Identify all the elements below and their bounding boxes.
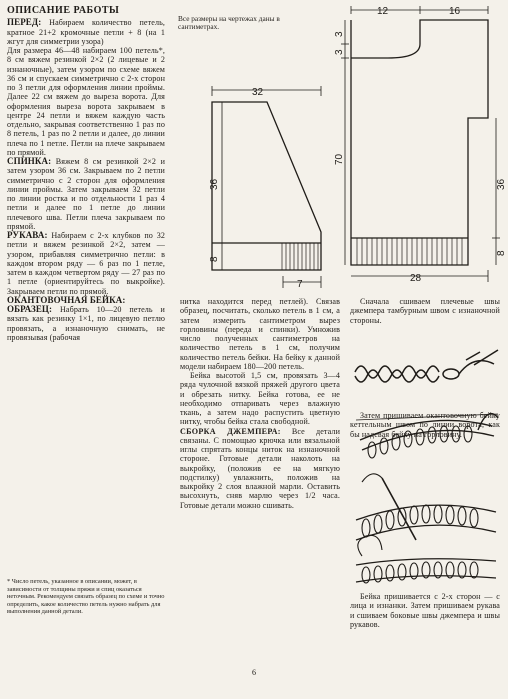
front-heading: ПЕРЕД: bbox=[7, 17, 42, 28]
dim-body-height: 36 bbox=[209, 178, 220, 190]
dim-top-width: 32 bbox=[252, 87, 264, 98]
dim-right-rib-height: 8 bbox=[496, 250, 507, 256]
left-pattern-piece bbox=[212, 86, 321, 288]
dim-bottom-rest: 7 bbox=[297, 279, 303, 290]
band-text: Набрать 10—20 петель и вязать как резинку 1×1, по лицевую петлю провязать, а изнаночную снимать, не провязывая (рабочая bbox=[7, 305, 165, 342]
chain-stitch-illustration bbox=[355, 350, 498, 382]
sizes-note: Все размеры на чертежах даны в сантиметрах. bbox=[178, 14, 280, 31]
front-text-2: Для размера 46—48 набираем 100 петель*, 8 см вяжем резинкой 2×2 (2 лицевые и 2 изнаночные), затем узором по схеме вяжем 36 см и спускаем симметрично с 2-х сторон по 3 петли для оформления линии проймы. Далее 22 см вяжем до выреза ворота. Для оформления выреза ворота закрываем в центре 24 петли и вяжем каждую часть отдельно, закрывая соответственно 1 раз по 8 петель, 1 раз по 2 петли и далее, до линии плеча по 1 петле. Петли на плече закрываем по прямой. bbox=[7, 46, 165, 157]
step-2-text: Затем пришиваем окантовочную бейку кеттельным швом по линии ворота, как бы надевая бейку на горловину. bbox=[350, 411, 500, 439]
page-number: 6 bbox=[252, 668, 256, 677]
dim-neck-depth-2: 3 bbox=[334, 49, 345, 55]
right-step-3 bbox=[350, 592, 500, 629]
two-sided-seam-illustration bbox=[356, 535, 496, 583]
dim-bottom-width: 28 bbox=[410, 273, 422, 284]
band-heading-2: ОБРАЗЕЦ: bbox=[7, 304, 53, 314]
middle-text-2: Бейка высотой 1,5 см, провязать 3—4 ряда чулочной вязкой пряжей другого цвета и обрезать нитку. Бейка готова, ее не необходимо отпаривать через влажную ткань, а затем надо распустить цветную нитку, чтобы бейка стала свободной. bbox=[180, 371, 340, 427]
right-step-2 bbox=[350, 411, 500, 439]
back-text: Вяжем 8 см резинкой 2×2 и затем узором 36 см. Закрываем по 2 петли симметрично с 2 сторон для оформления линии проймы. Затем закрываем 32 петли по линии ростка и по отдельности 1 раз 4 петли и далее по 1 петле до линии плечевого шва. Петли плеча закрываем по прямой. bbox=[7, 157, 165, 231]
sleeve-text: Набираем с 2-х клубков по 32 петли и вяжем резинкой 2×2, затем — узором, прибавляя симметрично петли: в каждом втором ряду — 6 раз по 1 петле, затем в каждом четвертом ряду — 27 раз по 1 петле (ориентируйтесь по выкройке). Закрываем петли по прямой. bbox=[7, 231, 165, 296]
assembly-text: Все детали связаны. С помощью крючка или вязальной иглы спрятать концы ниток на изнаночной стороне. Готовые детали наколоть на выкройку, (положив ее на мягкую подстилку) увлажнить, положив на выкройку 2 слоя влажной марли. Оставить высохнуть, сняв марлю через 1/2 часа. Готовые детали можно сшивать. bbox=[180, 426, 341, 510]
step-1-text: Сначала сшиваем плечевые швы джемпера тамбурным швом с изнаночной стороны. bbox=[350, 297, 500, 325]
dim-right-body-height: 36 bbox=[496, 178, 507, 190]
section-title: ОПИСАНИЕ РАБОТЫ bbox=[7, 5, 120, 16]
dim-neck-depth-1: 3 bbox=[334, 31, 345, 37]
dim-top-right: 16 bbox=[449, 6, 461, 17]
middle-text-column bbox=[180, 297, 340, 510]
sewing-illustration bbox=[356, 474, 496, 540]
right-step-1 bbox=[350, 297, 500, 325]
right-pattern-piece bbox=[341, 6, 500, 282]
dim-top-left: 12 bbox=[377, 6, 389, 17]
sleeve-heading: РУКАВА: bbox=[7, 230, 48, 240]
back-heading: СПИНКА: bbox=[7, 156, 52, 166]
assembly-heading: СБОРКА ДЖЕМПЕРА: bbox=[180, 426, 281, 436]
dim-rib-height: 8 bbox=[209, 256, 220, 262]
middle-text: нитка находится перед петлей). Связав образец, посчитать, сколько петель в 1 см, а затем измерить сантиметром вырез горловины (переда и спинки). Умножив число полученных сантиметров на количество петель в 1 см, получим количество петель бейки. На бейку к данной модели набираем 180—200 петель. bbox=[180, 297, 340, 371]
band-heading: ОКАНТОВОЧНАЯ БЕЙКА: bbox=[7, 294, 126, 305]
footnote: * Число петель, указанное в описании, может, в зависимости от толщины пряжи и спиц оказаться неточным. Рекомендуем связать образец по схеме и точно определить, какое количество петель нужно набрать для выполнения данной детали. bbox=[7, 578, 165, 616]
step-3-text: Бейка пришивается с 2-х сторон — с лица и изнанки. Затем пришиваем рукава и сшиваем боковые швы джемпера и швы рукавов. bbox=[350, 592, 500, 629]
front-text: Набираем количество петель, кратное 21+2 кромочные петли + 8 (на 1 жгут для симметрии узора) bbox=[7, 18, 165, 46]
dim-total-height: 70 bbox=[334, 153, 345, 165]
